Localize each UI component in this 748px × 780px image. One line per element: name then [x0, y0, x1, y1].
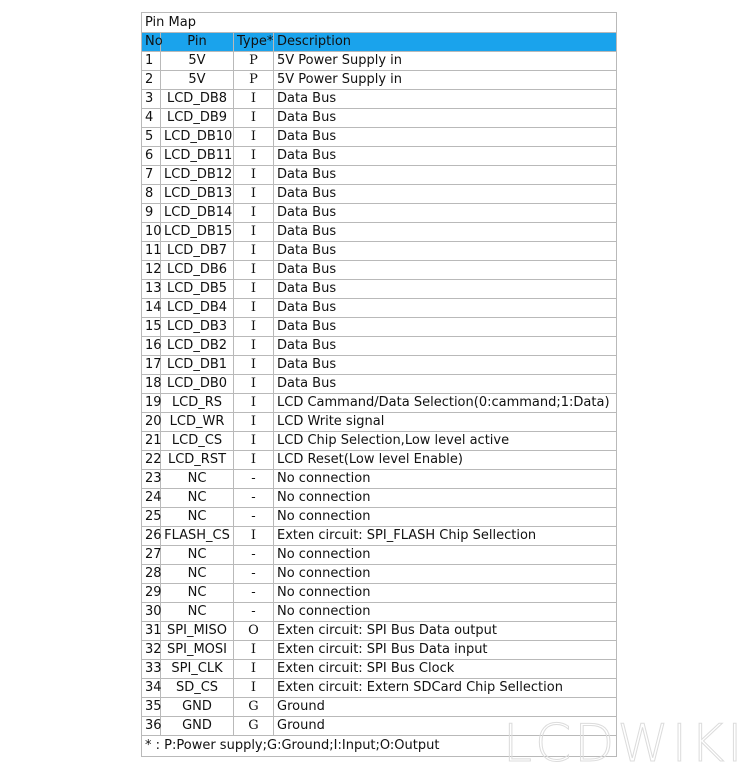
header-type: Type*: [234, 33, 274, 52]
table-header-row: [142, 33, 617, 52]
cell-no: 13: [142, 280, 161, 299]
cell-description: LCD Write signal: [274, 413, 617, 432]
cell-no: 4: [142, 109, 161, 128]
cell-description: LCD Chip Selection,Low level active: [274, 432, 617, 451]
cell-description: Data Bus: [274, 185, 617, 204]
cell-no: 14: [142, 299, 161, 318]
cell-type: I: [234, 527, 274, 546]
table-title-row: [142, 13, 617, 33]
cell-description: Data Bus: [274, 318, 617, 337]
cell-pin: FLASH_CS: [161, 527, 234, 546]
cell-type: -: [234, 565, 274, 584]
cell-type: -: [234, 603, 274, 622]
table-row: [142, 299, 617, 318]
cell-pin: LCD_WR: [161, 413, 234, 432]
cell-description: 5V Power Supply in: [274, 71, 617, 90]
header-no: No: [142, 33, 161, 52]
cell-type: I: [234, 641, 274, 660]
cell-description: Ground: [274, 717, 617, 736]
cell-no: 11: [142, 242, 161, 261]
cell-description: Exten circuit: SPI Bus Data output: [274, 622, 617, 641]
watermark-logo: LCDWIKI: [503, 714, 746, 774]
cell-description: No connection: [274, 489, 617, 508]
table-footnote: * : P:Power supply;G:Ground;I:Input;O:Output: [142, 736, 617, 757]
cell-type: I: [234, 147, 274, 166]
cell-no: 25: [142, 508, 161, 527]
cell-type: I: [234, 204, 274, 223]
cell-description: LCD Cammand/Data Selection(0:cammand;1:Data): [274, 394, 617, 413]
table-row: [142, 603, 617, 622]
cell-pin: LCD_DB8: [161, 90, 234, 109]
cell-pin: LCD_DB7: [161, 242, 234, 261]
cell-description: No connection: [274, 603, 617, 622]
header-pin: Pin: [161, 33, 234, 52]
cell-no: 28: [142, 565, 161, 584]
cell-description: Data Bus: [274, 223, 617, 242]
cell-pin: NC: [161, 584, 234, 603]
table-row: [142, 584, 617, 603]
cell-pin: SD_CS: [161, 679, 234, 698]
cell-pin: LCD_DB2: [161, 337, 234, 356]
cell-description: Data Bus: [274, 337, 617, 356]
table-row: [142, 489, 617, 508]
cell-type: I: [234, 318, 274, 337]
cell-type: I: [234, 299, 274, 318]
cell-description: Data Bus: [274, 90, 617, 109]
cell-pin: 5V: [161, 52, 234, 71]
cell-no: 1: [142, 52, 161, 71]
table-row: [142, 337, 617, 356]
table-row: [142, 565, 617, 584]
cell-pin: NC: [161, 603, 234, 622]
cell-no: 31: [142, 622, 161, 641]
cell-type: I: [234, 679, 274, 698]
cell-no: 9: [142, 204, 161, 223]
cell-pin: GND: [161, 698, 234, 717]
cell-no: 21: [142, 432, 161, 451]
cell-no: 19: [142, 394, 161, 413]
cell-type: I: [234, 432, 274, 451]
cell-type: I: [234, 90, 274, 109]
table-row: [142, 527, 617, 546]
cell-no: 8: [142, 185, 161, 204]
cell-description: Data Bus: [274, 280, 617, 299]
cell-pin: NC: [161, 546, 234, 565]
cell-no: 34: [142, 679, 161, 698]
cell-type: I: [234, 337, 274, 356]
cell-description: No connection: [274, 470, 617, 489]
cell-pin: LCD_DB14: [161, 204, 234, 223]
cell-no: 10: [142, 223, 161, 242]
cell-description: Data Bus: [274, 261, 617, 280]
cell-pin: 5V: [161, 71, 234, 90]
cell-type: G: [234, 717, 274, 736]
table-row: [142, 660, 617, 679]
cell-no: 27: [142, 546, 161, 565]
cell-pin: LCD_DB11: [161, 147, 234, 166]
cell-description: Data Bus: [274, 109, 617, 128]
cell-no: 20: [142, 413, 161, 432]
cell-type: I: [234, 223, 274, 242]
cell-type: I: [234, 128, 274, 147]
table-row: [142, 166, 617, 185]
cell-type: -: [234, 489, 274, 508]
cell-type: I: [234, 109, 274, 128]
cell-description: Exten circuit: SPI Bus Data input: [274, 641, 617, 660]
table-row: [142, 356, 617, 375]
cell-description: Exten circuit: SPI Bus Clock: [274, 660, 617, 679]
table-row: [142, 71, 617, 90]
cell-no: 22: [142, 451, 161, 470]
cell-type: P: [234, 71, 274, 90]
cell-description: Data Bus: [274, 356, 617, 375]
cell-type: I: [234, 280, 274, 299]
cell-description: Exten circuit: SPI_FLASH Chip Sellection: [274, 527, 617, 546]
cell-pin: LCD_DB0: [161, 375, 234, 394]
cell-no: 6: [142, 147, 161, 166]
table-row: [142, 147, 617, 166]
cell-description: Data Bus: [274, 128, 617, 147]
cell-pin: LCD_DB12: [161, 166, 234, 185]
cell-description: Data Bus: [274, 166, 617, 185]
cell-type: G: [234, 698, 274, 717]
table-row: [142, 261, 617, 280]
cell-pin: GND: [161, 717, 234, 736]
cell-pin: LCD_DB4: [161, 299, 234, 318]
table-row: [142, 546, 617, 565]
cell-description: Data Bus: [274, 242, 617, 261]
cell-pin: LCD_DB6: [161, 261, 234, 280]
cell-type: I: [234, 185, 274, 204]
cell-type: I: [234, 375, 274, 394]
cell-pin: SPI_CLK: [161, 660, 234, 679]
cell-description: Data Bus: [274, 204, 617, 223]
cell-description: Exten circuit: Extern SDCard Chip Sellection: [274, 679, 617, 698]
cell-no: 36: [142, 717, 161, 736]
cell-no: 18: [142, 375, 161, 394]
table-row: [142, 375, 617, 394]
table-row: [142, 109, 617, 128]
table-row: [142, 242, 617, 261]
table-row: [142, 128, 617, 147]
cell-no: 15: [142, 318, 161, 337]
table-row: [142, 641, 617, 660]
cell-type: I: [234, 356, 274, 375]
cell-description: Data Bus: [274, 375, 617, 394]
cell-description: No connection: [274, 546, 617, 565]
cell-no: 26: [142, 527, 161, 546]
table-row: [142, 432, 617, 451]
cell-pin: LCD_CS: [161, 432, 234, 451]
table-row: [142, 470, 617, 489]
cell-pin: LCD_DB1: [161, 356, 234, 375]
cell-pin: NC: [161, 489, 234, 508]
table-row: [142, 280, 617, 299]
table-row: [142, 52, 617, 71]
cell-description: Ground: [274, 698, 617, 717]
table-title: Pin Map: [142, 13, 617, 33]
table-row: [142, 185, 617, 204]
table-row: [142, 223, 617, 242]
cell-pin: LCD_RS: [161, 394, 234, 413]
cell-description: LCD Reset(Low level Enable): [274, 451, 617, 470]
table-row: [142, 394, 617, 413]
cell-no: 24: [142, 489, 161, 508]
cell-type: -: [234, 546, 274, 565]
table-row: [142, 90, 617, 109]
cell-type: I: [234, 394, 274, 413]
cell-description: Data Bus: [274, 147, 617, 166]
cell-pin: LCD_DB13: [161, 185, 234, 204]
table-row: [142, 508, 617, 527]
cell-pin: LCD_RST: [161, 451, 234, 470]
cell-type: O: [234, 622, 274, 641]
cell-type: I: [234, 242, 274, 261]
table-row: [142, 451, 617, 470]
cell-pin: LCD_DB5: [161, 280, 234, 299]
table-row: [142, 679, 617, 698]
table-row: [142, 622, 617, 641]
cell-type: P: [234, 52, 274, 71]
cell-pin: SPI_MISO: [161, 622, 234, 641]
cell-no: 33: [142, 660, 161, 679]
cell-no: 7: [142, 166, 161, 185]
header-description: Description: [274, 33, 617, 52]
cell-type: I: [234, 451, 274, 470]
cell-description: Data Bus: [274, 299, 617, 318]
cell-no: 35: [142, 698, 161, 717]
cell-pin: LCD_DB15: [161, 223, 234, 242]
table-row: [142, 413, 617, 432]
cell-description: No connection: [274, 565, 617, 584]
cell-type: -: [234, 584, 274, 603]
cell-description: No connection: [274, 508, 617, 527]
cell-no: 23: [142, 470, 161, 489]
cell-no: 30: [142, 603, 161, 622]
cell-type: -: [234, 470, 274, 489]
cell-type: I: [234, 660, 274, 679]
cell-pin: SPI_MOSI: [161, 641, 234, 660]
cell-pin: LCD_DB10: [161, 128, 234, 147]
cell-type: -: [234, 508, 274, 527]
table-row: [142, 204, 617, 223]
table-row: [142, 318, 617, 337]
cell-pin: NC: [161, 470, 234, 489]
cell-pin: LCD_DB9: [161, 109, 234, 128]
cell-no: 16: [142, 337, 161, 356]
cell-no: 12: [142, 261, 161, 280]
cell-description: No connection: [274, 584, 617, 603]
cell-type: I: [234, 166, 274, 185]
cell-no: 5: [142, 128, 161, 147]
cell-no: 17: [142, 356, 161, 375]
cell-no: 29: [142, 584, 161, 603]
cell-no: 32: [142, 641, 161, 660]
pin-map-table: [141, 12, 617, 757]
cell-description: 5V Power Supply in: [274, 52, 617, 71]
cell-pin: LCD_DB3: [161, 318, 234, 337]
cell-type: I: [234, 261, 274, 280]
cell-type: I: [234, 413, 274, 432]
cell-pin: NC: [161, 508, 234, 527]
cell-pin: NC: [161, 565, 234, 584]
cell-no: 2: [142, 71, 161, 90]
cell-no: 3: [142, 90, 161, 109]
